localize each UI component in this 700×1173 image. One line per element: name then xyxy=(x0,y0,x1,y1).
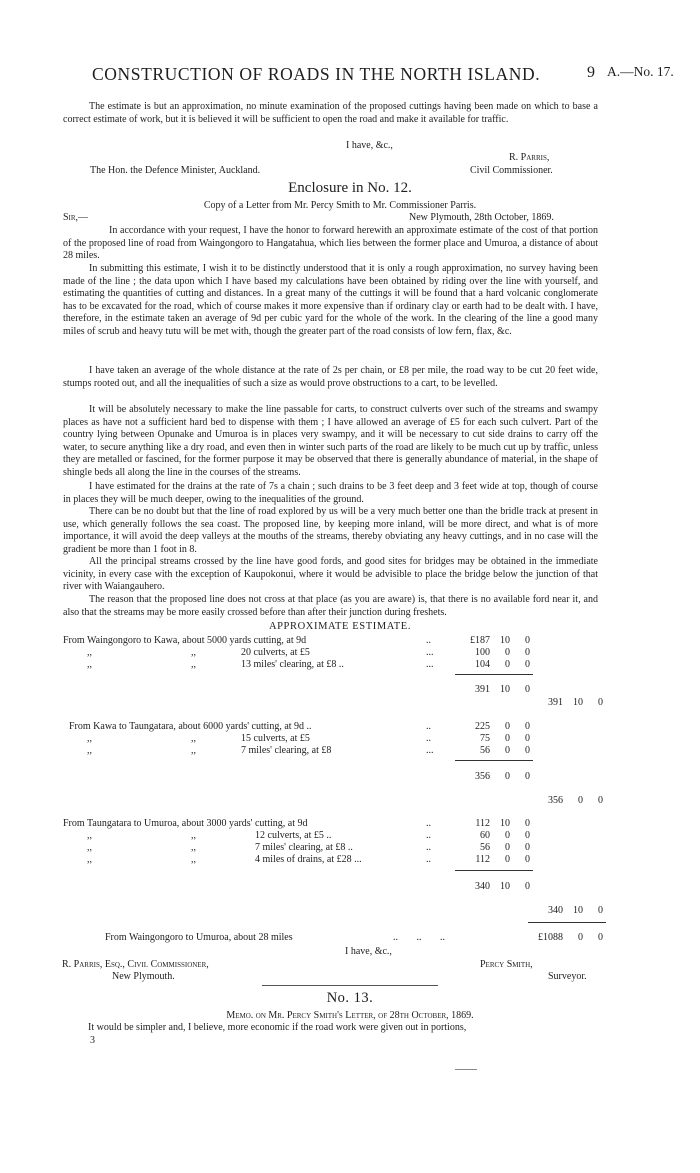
section-heading-no13: No. 13. xyxy=(326,990,374,1006)
letter-signer-title: Surveyor. xyxy=(548,971,587,982)
estimate-title: APPROXIMATE ESTIMATE. xyxy=(268,621,412,632)
estimate-row: ,, ,, 20 culverts, at £5 ... 100 0 0 xyxy=(87,647,530,658)
estimate-row-amount: 104 0 0 xyxy=(475,659,530,670)
estimate-total-desc: From Waingongoro to Umuroa, about 28 miles xyxy=(105,932,293,943)
estimate-row: From Kawa to Taungatara, about 6000 yards' cutting, at 9d .. .. 225 0 0 xyxy=(69,721,530,732)
estimate-carried: 391 10 0 xyxy=(548,697,603,708)
estimate-row-desc: 20 culverts, at £5 xyxy=(241,647,310,658)
estimate-row-amount: 60 0 0 xyxy=(480,830,530,841)
estimate-row: From Taungatara to Umuroa, about 3000 yards' cutting, at 9d .. 112 10 0 xyxy=(63,818,530,829)
estimate-row-desc: From Waingongoro to Kawa, about 5000 yards cutting, at 9d xyxy=(63,635,307,646)
running-head xyxy=(92,64,687,88)
letter-closing: I have, &c., xyxy=(345,946,392,957)
intro-signer-title: Civil Commissioner. xyxy=(470,165,553,176)
estimate-row: ,, ,, 7 miles' clearing, at £8 .. .. 56 0 0 xyxy=(87,842,530,853)
estimate-row-amount: 75 0 0 xyxy=(480,733,530,744)
letter-signer: Percy Smith, xyxy=(480,959,533,970)
letter-paragraph: I have estimated for the drains at the rate of 7s a chain ; such drains to be 3 feet deep and 3 feet wide at top, though of course in places they will be much deeper, owing to the inequalities of the ground. xyxy=(63,481,598,505)
signature-mark: 3 xyxy=(90,1035,95,1046)
estimate-row: ,, ,, 4 miles of drains, at £28 ... .. 112 0 0 xyxy=(87,854,530,865)
footer-mark xyxy=(455,1069,477,1070)
estimate-row: ,, ,, 15 culverts, at £5 .. 75 0 0 xyxy=(87,733,530,744)
intro-addressee: The Hon. the Defence Minister, Auckland. xyxy=(90,165,261,176)
subtotal-rule xyxy=(455,760,533,761)
estimate-row-desc: From Taungatara to Umuroa, about 3000 yards' cutting, at 9d xyxy=(63,818,308,829)
memo-text: It would be simpler and, I believe, more economic if the road work were given out in portions, xyxy=(88,1022,467,1033)
estimate-row: From Waingongoro to Kawa, about 5000 yards cutting, at 9d .. £187 10 0 xyxy=(63,635,530,646)
estimate-subtotal: 356 0 0 xyxy=(475,771,530,782)
estimate-row-desc: 7 miles' clearing, at £8 .. xyxy=(255,842,353,853)
document-reference: A.—No. 17. xyxy=(607,64,674,79)
estimate-row-desc: 12 culverts, at £5 .. xyxy=(255,830,332,841)
estimate-row-desc: From Kawa to Taungatara, about 6000 yards' cutting, at 9d .. xyxy=(69,721,312,732)
letter-paragraph: All the principal streams crossed by the line have good fords, and good sites for bridges may be obtained in the immediate vicinity, in every case with the exception of Kaupokonui, where it would be advisible to place the bridge below the junction of that river with Waiangauhero. xyxy=(63,556,598,593)
letter-addressee-2: New Plymouth. xyxy=(112,971,175,982)
letter-paragraph: It will be absolutely necessary to make the line passable for carts, to construct culverts over such of the streams and swampy places as have not a sufficient hard bed to dispense with them ; I have allowed an average of £5 for each such culvert. Part of the country lying between Opunake and Umuroa is in places very swampy, and it will be necessary to cut side drains to carry off the water, to secure anything like a dry road, and even then in winter such parts of the road are likely to be much cut up by traffic, unless they are metalled or fascined, for the former purpose it may be observed that there is generally abundance of material, in the shape of shingle beds all along the line in the courses of the streams. xyxy=(63,404,598,478)
total-rule xyxy=(528,922,606,923)
estimate-row-amount: £187 10 0 xyxy=(470,635,530,646)
intro-paragraph: The estimate is but an approximation, no minute examination of the proposed cuttings having been made on which to base a correct estimate of work, but it is believed it will be sufficient to open the road and make it available for traffic. xyxy=(63,101,598,125)
estimate-row-desc: 4 miles of drains, at £28 ... xyxy=(255,854,362,865)
running-head-title: CONSTRUCTION OF ROADS IN THE NORTH ISLAND. xyxy=(92,64,541,84)
estimate-subtotal: 340 10 0 xyxy=(475,881,530,892)
estimate-carried: 340 10 0 xyxy=(548,905,603,916)
estimate-row-amount: 56 0 0 xyxy=(480,745,530,756)
letter-date: New Plymouth, 28th October, 1869. xyxy=(409,212,554,223)
estimate-row-amount: 56 0 0 xyxy=(480,842,530,853)
estimate-row-amount: 112 0 0 xyxy=(475,854,530,865)
letter-addressee-1: R. Parris, Esq., Civil Commissioner, xyxy=(62,959,209,970)
estimate-row: ,, ,, 12 culverts, at £5 .. .. 60 0 0 xyxy=(87,830,530,841)
salutation: Sir,— xyxy=(63,212,89,223)
estimate-row-amount: 225 0 0 xyxy=(475,721,530,732)
estimate-carried: 356 0 0 xyxy=(548,795,603,806)
estimate-row: ,, ,, 13 miles' clearing, at £8 .. ... 104 0 0 xyxy=(87,659,530,670)
estimate-row-amount: 112 10 0 xyxy=(475,818,530,829)
memo-line: Memo. on Mr. Percy Smith's Letter, of 28th October, 1869. xyxy=(226,1010,474,1021)
subtotal-rule xyxy=(455,870,533,871)
estimate-row-desc: 13 miles' clearing, at £8 .. xyxy=(241,659,344,670)
enclosure-heading: Enclosure in No. 12. xyxy=(288,180,412,196)
estimate-row-desc: 15 culverts, at £5 xyxy=(241,733,310,744)
letter-paragraph: I have taken an average of the whole distance at the rate of 2s per chain, or £8 per mile, the road way to be cut 20 feet wide, stumps rooted out, and all the inequalities of such a size as would prove obstructions to a cart, to be levelled. xyxy=(63,365,598,389)
intro-closing: I have, &c., xyxy=(346,140,393,151)
enclosure-copy-line: Copy of a Letter from Mr. Percy Smith to Mr. Commissioner Parris. xyxy=(203,200,477,211)
estimate-row-amount: 100 0 0 xyxy=(475,647,530,658)
letter-paragraph: The reason that the proposed line does not cross at that place (as you are aware) is, that there is no available ford near it, and also that the streams may be more easily crossed before than after their junction during freshets. xyxy=(63,594,598,618)
letter-paragraph: In submitting this estimate, I wish it to be distinctly understood that it is only a rough approximation, no survey having been made of the line ; the data upon which I have based my calculations have been obtained by riding over the line with yourself, and estimating the quantities of cutting and distances. In a great many of the cuttings it will be found that a hard volcanic conglomerate has to be excavated for the road, which of course makes it more expensive than if ordinary clay or earth had to be dealt with. I have, therefore, in the estimate taken an average of 9d per cubic yard for the whole of the work. In the clearing of the line a good many miles of scrub and heavy tutu will be met with, though the greater part of the road consists of low fern, flax, &c. xyxy=(63,263,598,337)
estimate-row-desc: 7 miles' clearing, at £8 xyxy=(241,745,332,756)
letter-paragraph: There can be no doubt but that the line of road explored by us will be a very much better one than the bridle track at present in use, which generally follows the sea coast. The proposed line, by keeping more inland, will be more direct, and what is of more importance, it will avoid the deep valleys at the mouths of the streams, thereby obviating any heavy cuttings, and in no case will the gradient be more than 1 foot in 8. xyxy=(63,506,598,555)
section-divider xyxy=(262,985,438,986)
subtotal-rule xyxy=(455,674,533,675)
estimate-row: ,, ,, 7 miles' clearing, at £8 ... 56 0 0 xyxy=(87,745,530,756)
estimate-subtotal: 391 10 0 xyxy=(475,684,530,695)
page-number: 9 xyxy=(587,64,595,81)
estimate-total-amount: £1088 0 0 xyxy=(538,932,603,943)
intro-signer: R. Parris, xyxy=(509,152,550,163)
letter-paragraph: In accordance with your request, I have the honor to forward herewith an approximate estimate of the cost of that portion of the proposed line of road from Waingongoro to Hangatahua, which lies between the former place and Umuroa, a distance of about 28 miles. xyxy=(63,225,598,262)
estimate-total: From Waingongoro to Umuroa, about 28 miles .. .. .. £1088 0 0 xyxy=(105,932,603,943)
